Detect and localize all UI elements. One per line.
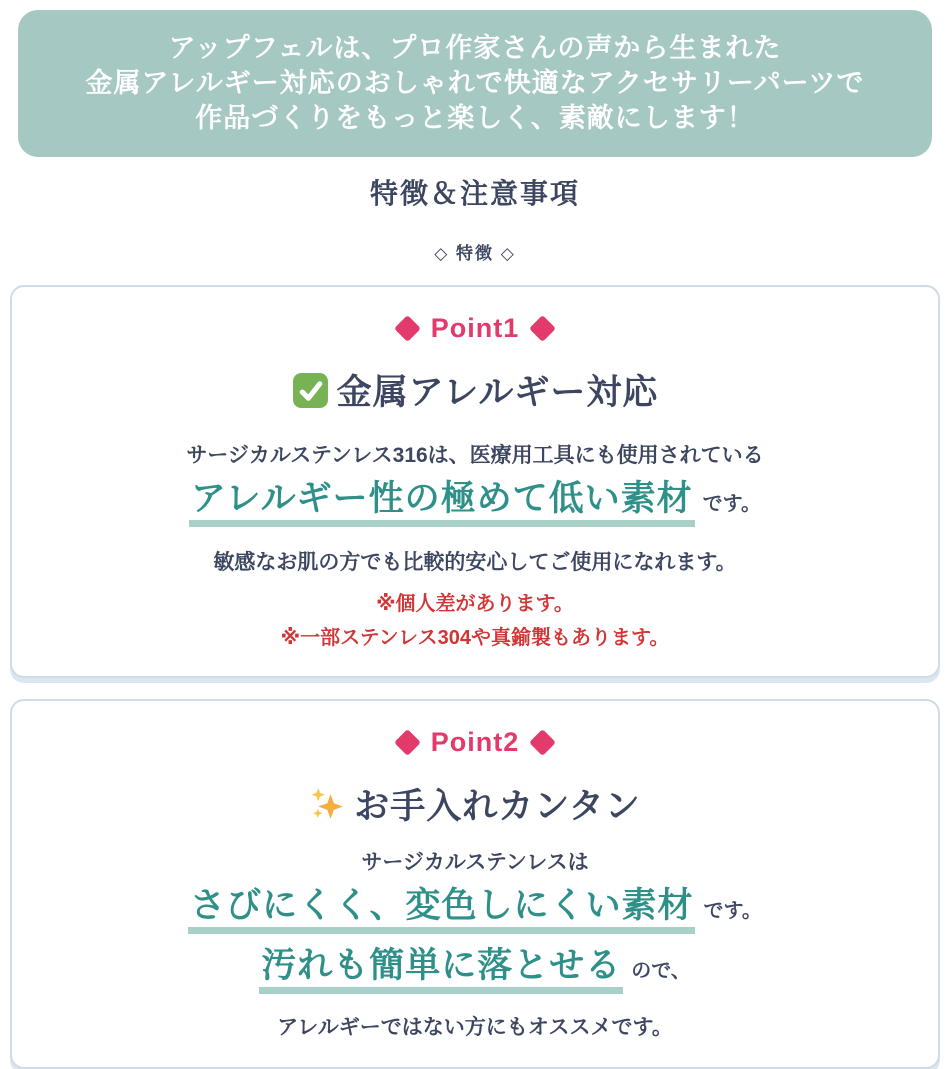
highlighted-phrase: アレルギー性の極めて低い素材 bbox=[189, 478, 695, 527]
point1-note: ※個人差があります。 bbox=[376, 593, 574, 616]
point2-body: アレルギーではない方にもオススメです。 bbox=[277, 1016, 673, 1040]
point2-label bbox=[32, 727, 918, 758]
point-label-text: Point1 bbox=[430, 313, 520, 344]
diamond-icon bbox=[529, 729, 556, 756]
point1-heading bbox=[32, 365, 918, 415]
diamond-icon bbox=[529, 315, 556, 342]
section-title: 特徴＆注意事項 bbox=[369, 178, 580, 210]
point1-label bbox=[32, 313, 918, 344]
point1-body: 敏感なお肌の方でも比較的安心してご使用になれます。 bbox=[213, 551, 737, 575]
highlighted-phrase: さびにくく、変色しにくい素材 bbox=[188, 885, 695, 934]
point2-heading-text: お手入れカンタン bbox=[354, 787, 641, 827]
banner-line: アップフェルは、プロ作家さんの声から生まれた bbox=[168, 33, 782, 63]
check-mark-icon bbox=[292, 372, 329, 409]
point1-lead: サージカルステンレス316は、医療用工具にも使用されている bbox=[186, 444, 764, 468]
product-description-page bbox=[0, 10, 950, 1040]
intro-banner bbox=[18, 10, 932, 157]
point1-heading-text: 金属アレルギー対応 bbox=[336, 373, 659, 413]
banner-line: 作品づくりをもっと楽しく、素敵にします！ bbox=[195, 103, 755, 134]
highlight-suffix: ので、 bbox=[631, 960, 691, 983]
point1-highlight-line bbox=[32, 478, 918, 527]
point2-heading bbox=[32, 779, 918, 829]
banner-line: 金属アレルギー対応のおしゃれで快適なアクセサリーパーツで bbox=[85, 68, 865, 99]
point1-card bbox=[10, 285, 940, 678]
diamond-icon bbox=[394, 315, 421, 342]
highlighted-phrase: 汚れも簡単に落とせる bbox=[259, 945, 623, 994]
sparkles-icon bbox=[309, 786, 346, 823]
point-label-text: Point2 bbox=[430, 727, 520, 758]
diamond-icon bbox=[394, 729, 421, 756]
highlight-suffix: です。 bbox=[703, 900, 762, 923]
point2-lead: サージカルステンレスは bbox=[361, 851, 589, 875]
highlight-suffix: です。 bbox=[702, 493, 762, 516]
point2-highlight-line bbox=[32, 885, 918, 934]
point2-highlight-line bbox=[32, 945, 918, 994]
point2-card bbox=[10, 699, 940, 1069]
section-subtitle: ◇ 特徴 ◇ bbox=[434, 244, 516, 264]
point1-note: ※一部ステンレス304や真鍮製もあります。 bbox=[280, 627, 670, 650]
